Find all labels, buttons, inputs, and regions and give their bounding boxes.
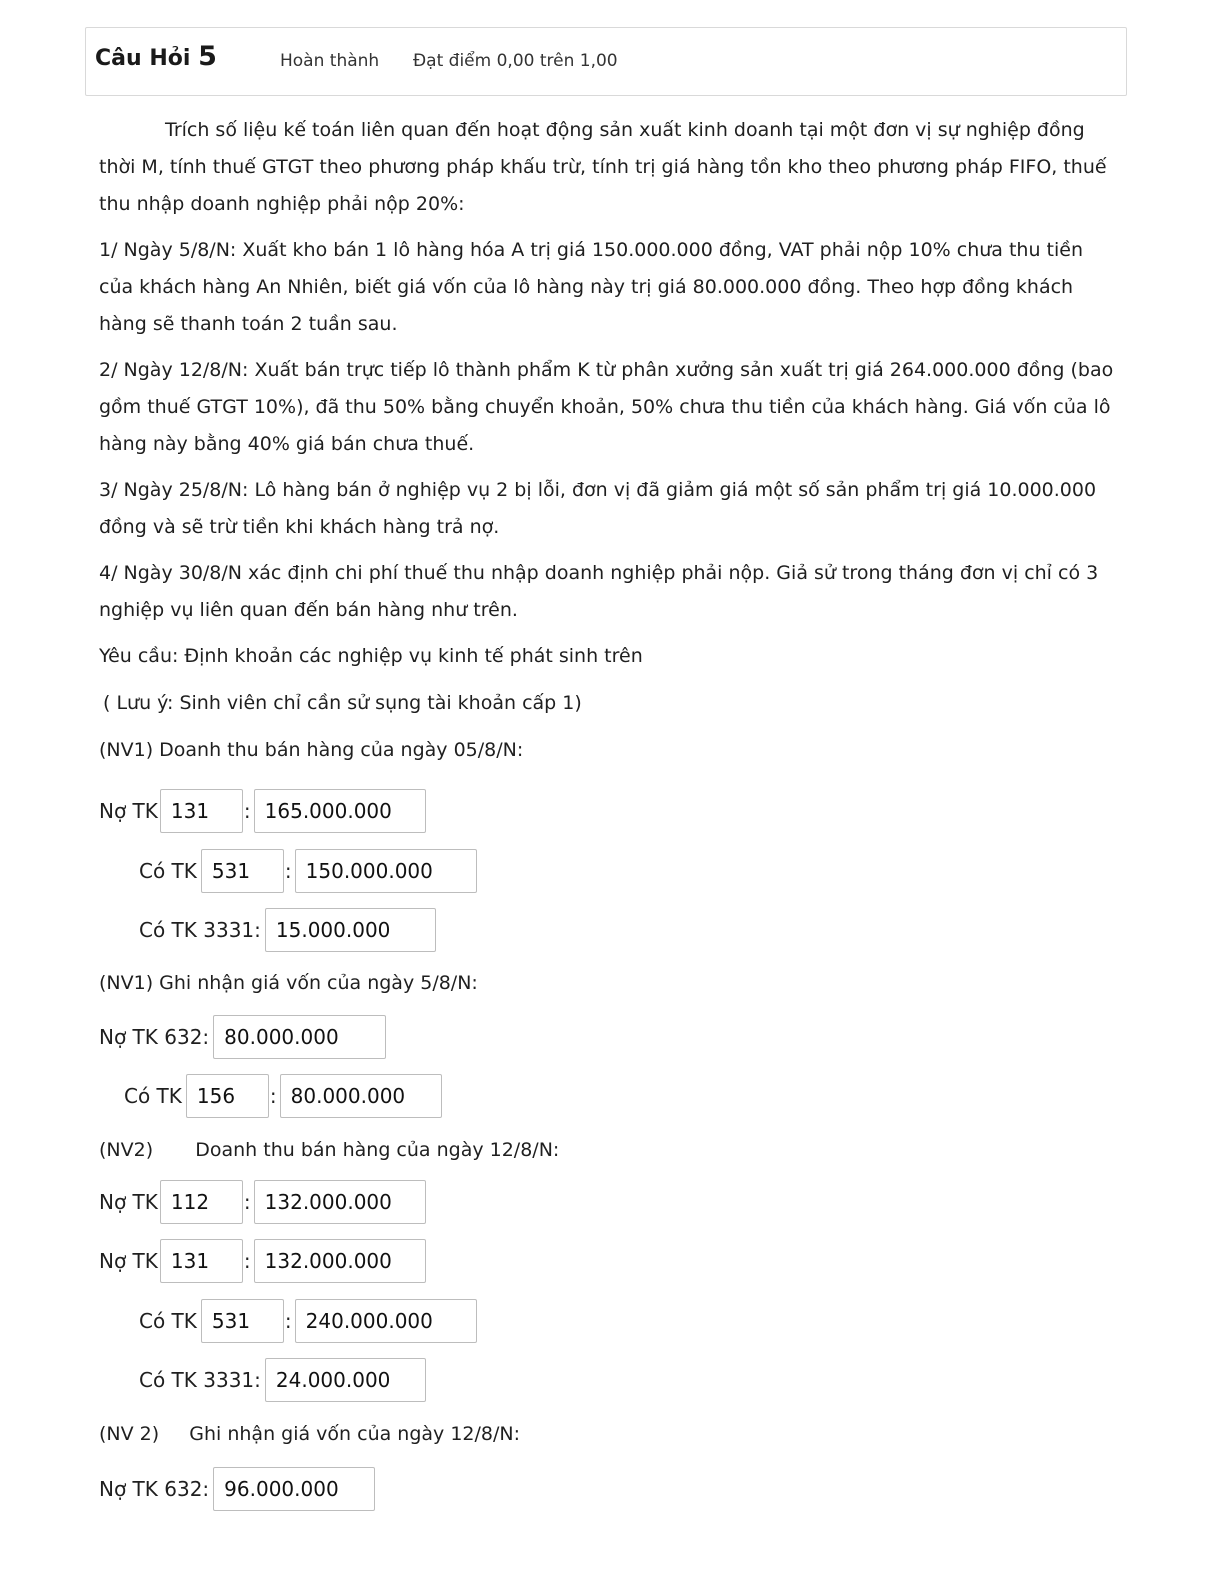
account-input[interactable]: 531 [201, 849, 284, 893]
entry-row-debit-632 [99, 1466, 375, 1512]
entry-row-debit-131 [99, 1238, 426, 1284]
entry-row-credit-3331 [139, 907, 436, 953]
amount-input[interactable]: 165.000.000 [254, 789, 426, 833]
entry-row-debit-632 [99, 1014, 386, 1060]
credit-vat-label: Có TK 3331: [139, 1368, 261, 1392]
entry-row-credit-156 [124, 1073, 442, 1119]
entry-row-credit-3331 [139, 1357, 426, 1403]
section-nv2-cogs [99, 1423, 520, 1445]
entry-row-debit-112 [99, 1179, 426, 1225]
section-tag: (NV 2) [99, 1423, 160, 1445]
credit-label: Có TK [139, 859, 197, 883]
amount-input[interactable]: 80.000.000 [280, 1074, 442, 1118]
credit-label: Có TK [139, 1309, 197, 1333]
amount-input[interactable]: 96.000.000 [213, 1467, 375, 1511]
section-nv1-cogs: (NV1) Ghi nhận giá vốn của ngày 5/8/N: [99, 972, 478, 994]
debit-label: Nợ TK [99, 799, 158, 823]
transaction-1: 1/ Ngày 5/8/N: Xuất kho bán 1 lô hàng hóa A trị giá 150.000.000 đồng, VAT phải nộp 10% chưa thu tiền của khách hàng An Nhiên, biết giá vốn của lô hàng này trị giá 80.000.000 đồng. Theo hợp đồng khách hàng sẽ thanh toán 2 tuần sau. [99, 239, 1084, 335]
amount-input[interactable]: 80.000.000 [213, 1015, 386, 1059]
entry-row-credit-531 [139, 1298, 477, 1344]
amount-input[interactable]: 24.000.000 [265, 1358, 426, 1402]
debit-label: Nợ TK [99, 1249, 158, 1273]
section-tag: (NV2) [99, 1139, 154, 1161]
amount-input[interactable]: 150.000.000 [295, 849, 477, 893]
credit-vat-label: Có TK 3331: [139, 918, 261, 942]
account-input[interactable]: 531 [201, 1299, 284, 1343]
entry-row-credit-531 [139, 848, 477, 894]
colon: : [243, 1190, 251, 1214]
section-nv2-revenue [99, 1139, 559, 1161]
question-title [95, 41, 217, 72]
requirement: Yêu cầu: Định khoản các nghiệp vụ kinh tế phát sinh trên [99, 645, 643, 667]
transaction-4: 4/ Ngày 30/8/N xác định chi phí thuế thu nhập doanh nghiệp phải nộp. Giả sử trong tháng đơn vị chỉ có 3 nghiệp vụ liên quan đến bán hàng như trên. [99, 562, 1099, 621]
colon: : [269, 1084, 277, 1108]
credit-label: Có TK [124, 1084, 182, 1108]
section-title: Doanh thu bán hàng của ngày 12/8/N: [195, 1139, 560, 1161]
question-info-header [85, 27, 1127, 96]
entry-row-debit-131 [99, 788, 426, 834]
question-grade: Đạt điểm 0,00 trên 1,00 [413, 51, 618, 71]
amount-input[interactable]: 132.000.000 [254, 1180, 426, 1224]
question-word: Câu Hỏi [95, 46, 191, 71]
transaction-2: 2/ Ngày 12/8/N: Xuất bán trực tiếp lô thành phẩm K từ phân xưởng sản xuất trị giá 264.000.000 đồng (bao gồm thuế GTGT 10%), đã thu 50% bằng chuyển khoản, 50% chưa thu tiền của khách hàng. Giá vốn của lô hàng này bằng 40% giá bán chưa thuế. [99, 359, 1114, 455]
debit-label: Nợ TK [99, 1190, 158, 1214]
account-input[interactable]: 112 [160, 1180, 243, 1224]
account-input[interactable]: 131 [160, 1239, 243, 1283]
question-number: 5 [198, 41, 217, 72]
section-title: Ghi nhận giá vốn của ngày 12/8/N: [189, 1423, 521, 1445]
colon: : [284, 859, 292, 883]
transaction-3: 3/ Ngày 25/8/N: Lô hàng bán ở nghiệp vụ 2 bị lỗi, đơn vị đã giảm giá một số sản phẩm trị giá 10.000.000 đồng và sẽ trừ tiền khi khách hàng trả nợ. [99, 479, 1097, 538]
note: ( Lưu ý: Sinh viên chỉ cần sử sụng tài khoản cấp 1) [103, 692, 582, 714]
account-input[interactable]: 131 [160, 789, 243, 833]
section-nv1-revenue: (NV1) Doanh thu bán hàng của ngày 05/8/N: [99, 739, 524, 761]
colon: : [284, 1309, 292, 1333]
amount-input[interactable]: 132.000.000 [254, 1239, 426, 1283]
colon: : [243, 1249, 251, 1273]
colon: : [243, 799, 251, 823]
intro-paragraph: Trích số liệu kế toán liên quan đến hoạt động sản xuất kinh doanh tại một đơn vị sự nghiệp đồng thời M, tính thuế GTGT theo phương pháp khấu trừ, tính trị giá hàng tồn kho theo phương pháp FIFO, thuế thu nhập doanh nghiệp phải nộp 20%: [99, 119, 1107, 215]
amount-input[interactable]: 15.000.000 [265, 908, 436, 952]
account-input[interactable]: 156 [186, 1074, 269, 1118]
debit-cogs-label: Nợ TK 632: [99, 1477, 210, 1501]
amount-input[interactable]: 240.000.000 [295, 1299, 477, 1343]
question-state: Hoàn thành [280, 51, 380, 71]
debit-cogs-label: Nợ TK 632: [99, 1025, 210, 1049]
question-text [99, 112, 1119, 779]
